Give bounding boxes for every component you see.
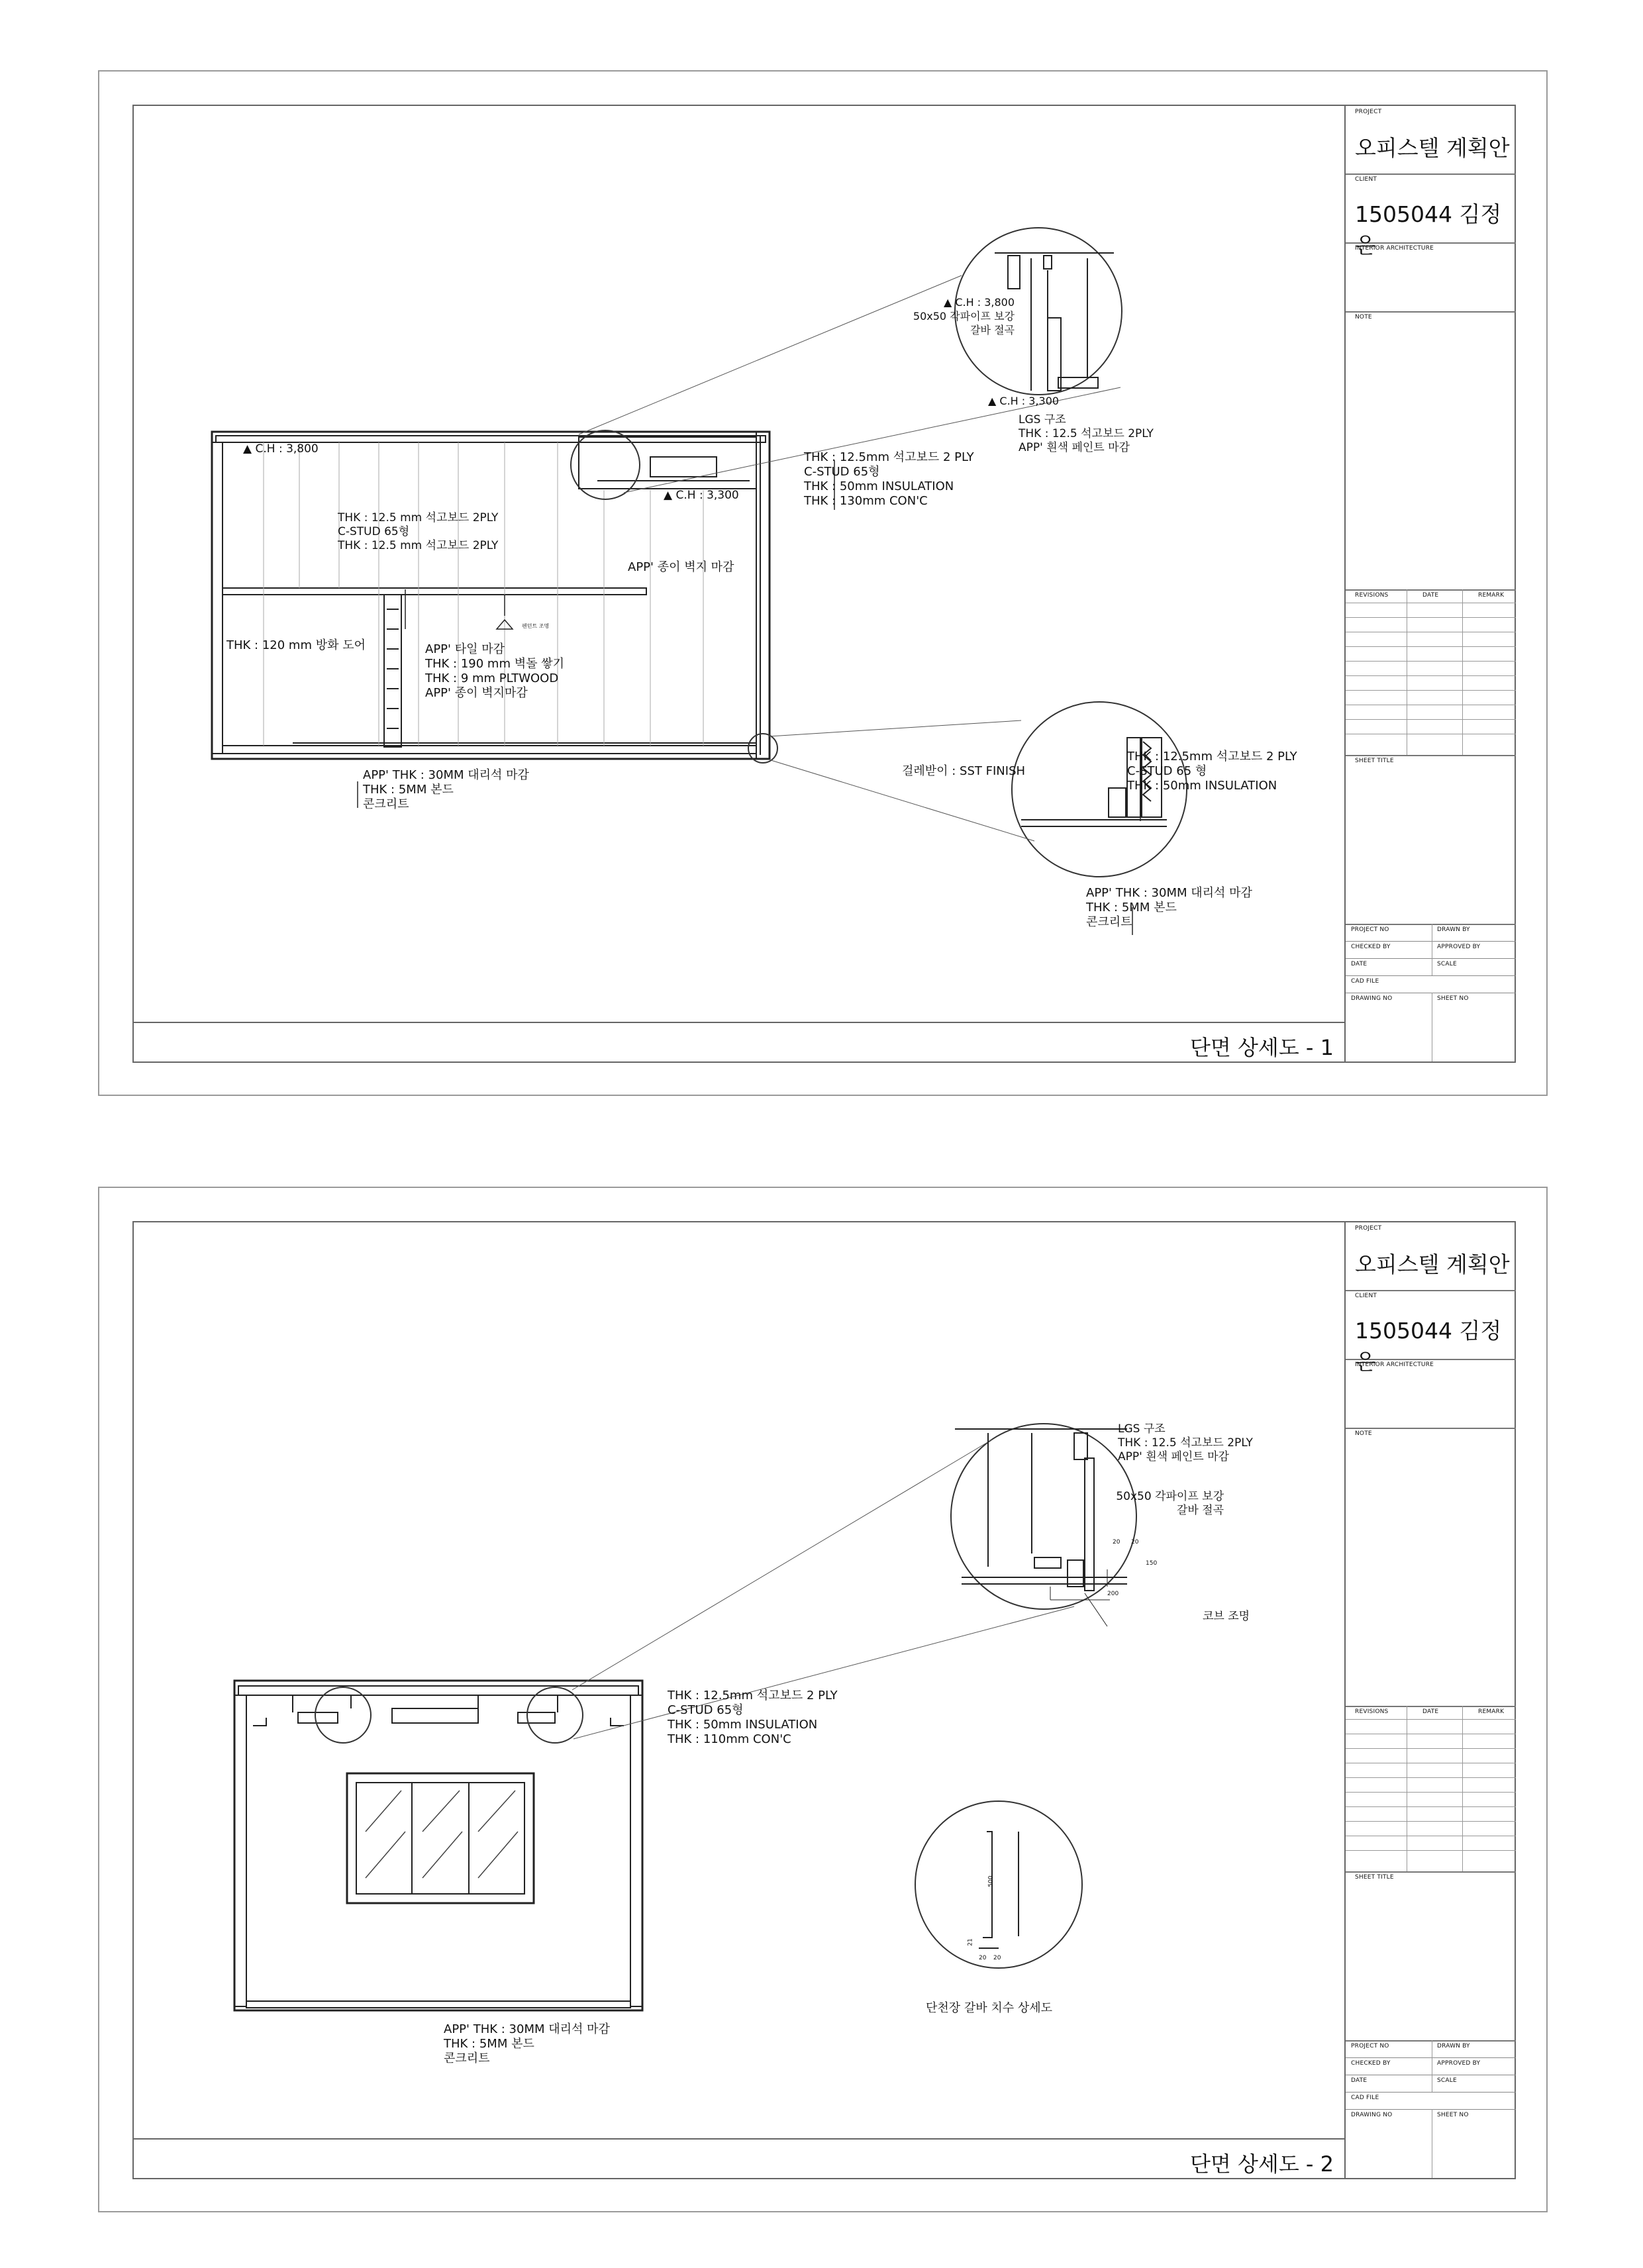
section-drawing-1 — [134, 106, 1344, 1022]
revisions-label: REVISIONS — [1355, 1708, 1389, 1715]
client-label: CLIENT — [1355, 1293, 1377, 1299]
drawing-sheet-1 — [98, 70, 1548, 1096]
note-label: NOTE — [1355, 1430, 1372, 1437]
tile-note: APP' 타일 마감 THK : 190 mm 벽돌 쌓기 THK : 9 mm PLTWOOD APP' 종이 벽지마감 — [425, 642, 564, 700]
dim-21: 21 — [967, 1938, 974, 1946]
sheet-no-label: SHEET NO — [1437, 995, 1469, 1002]
note-label: NOTE — [1355, 314, 1372, 320]
interior-label: INTERIOR ARCHITECTURE — [1355, 245, 1434, 252]
approved-by-label: APPROVED BY — [1437, 944, 1481, 950]
detail-bot-floor-note: APP' THK : 30MM 대리석 마감 THK : 5MM 본드 콘크리트 — [1086, 886, 1252, 929]
floor-note: APP' THK : 30MM 대리석 마감 THK : 5MM 본드 콘크리트 — [363, 768, 529, 811]
interior-label: INTERIOR ARCHITECTURE — [1355, 1361, 1434, 1368]
cad-file-label: CAD FILE — [1351, 2095, 1379, 2101]
scale-label: SCALE — [1437, 2077, 1457, 2084]
dim-20b: 20 — [1131, 1539, 1139, 1546]
pendant-note: 펜던트 조명 — [522, 623, 550, 629]
sheet-title-band-1 — [134, 1022, 1344, 1063]
drawing-frame-1 — [132, 105, 1516, 1063]
drawn-by-label: DRAWN BY — [1437, 926, 1470, 933]
dim-20a: 20 — [1113, 1539, 1120, 1546]
date-label: DATE — [1422, 592, 1439, 599]
drawing-no-label: DRAWING NO — [1351, 2112, 1393, 2118]
sheet-title-label: SHEET TITLE — [1355, 1874, 1394, 1881]
title-block-1 — [1344, 106, 1516, 1061]
detail-bot-skirting-note: 걸레받이 : SST FINISH — [902, 764, 1026, 778]
date2-label: DATE — [1351, 2077, 1368, 2084]
project-no-label: PROJECT NO — [1351, 926, 1389, 933]
ch-label-3300: ▲ C.H : 3,300 — [664, 489, 739, 502]
project-name: 오피스텔 계획안 — [1355, 1252, 1510, 1277]
scale-label: SCALE — [1437, 961, 1457, 967]
project-no-label: PROJECT NO — [1351, 2043, 1389, 2049]
sheet-title: 단면 상세도 - 1 — [1190, 1035, 1334, 1060]
dim-200: 200 — [1107, 1591, 1119, 1597]
title-block-2 — [1344, 1222, 1516, 2178]
drawing-no-label: DRAWING NO — [1351, 995, 1393, 1002]
checked-by-label: CHECKED BY — [1351, 944, 1391, 950]
wallpaper-note: APP' 종이 벽지 마감 — [628, 560, 734, 574]
drawing-sheet-2 — [98, 1187, 1548, 2212]
detail-top-pipe-note: ▲ C.H : 3,800 50x50 각파이프 보강 갈바 절곡 — [913, 296, 1015, 336]
remark-label: REMARK — [1478, 1708, 1505, 1715]
sheet-title-label: SHEET TITLE — [1355, 758, 1394, 764]
revisions-label: REVISIONS — [1355, 592, 1389, 599]
date-label: DATE — [1422, 1708, 1439, 1715]
project-label: PROJECT — [1355, 1225, 1382, 1232]
right-wall-note: THK : 12.5mm 석고보드 2 PLY C-STUD 65형 THK : 50mm INSULATION THK : 110mm CON'C — [668, 1689, 838, 1746]
remark-label: REMARK — [1478, 592, 1505, 599]
sheet-no-label: SHEET NO — [1437, 2112, 1469, 2118]
door-note: THK : 120 mm 방화 도어 — [226, 638, 366, 652]
dim-20c: 20 — [979, 1955, 987, 1961]
date2-label: DATE — [1351, 961, 1368, 967]
section-drawing-2 — [134, 1222, 1344, 2138]
sheet-title: 단면 상세도 - 2 — [1190, 2151, 1334, 2177]
right-wall-note: THK : 12.5mm 석고보드 2 PLY C-STUD 65형 THK : 50mm INSULATION THK : 130mm CON'C — [804, 450, 974, 508]
dim-500: 500 — [987, 1875, 995, 1887]
detail-pipe-note: 50x50 각파이프 보강 갈바 절곡 — [1116, 1490, 1224, 1517]
galva-caption: 단천장 갈바 치수 상세도 — [926, 2001, 1053, 2015]
project-name: 오피스텔 계획안 — [1355, 135, 1510, 161]
approved-by-label: APPROVED BY — [1437, 2060, 1481, 2067]
project-label: PROJECT — [1355, 109, 1382, 115]
cad-file-label: CAD FILE — [1351, 978, 1379, 985]
ch-label-3800: ▲ C.H : 3,800 — [243, 442, 319, 456]
cove-note: 코브 조명 — [1203, 1610, 1250, 1623]
detail-top-ch-3300: ▲ C.H : 3,300 — [988, 395, 1060, 407]
dim-150: 150 — [1146, 1560, 1158, 1567]
client-name: 1505044 김정은 — [1355, 201, 1502, 258]
floor-note: APP' THK : 30MM 대리석 마감 THK : 5MM 본드 콘크리트 — [444, 2022, 610, 2065]
sheet-title-band-2 — [134, 2138, 1344, 2179]
drawing-frame-2 — [132, 1221, 1516, 2179]
detail-bot-wall-note: THK : 12.5mm 석고보드 2 PLY C-STUD 65 형 THK : 50mm INSULATION — [1127, 750, 1297, 793]
detail-top-lgs-note: LGS 구조 THK : 12.5 석고보드 2PLY APP' 흰색 페인트 마감 — [1019, 413, 1154, 454]
client-name: 1505044 김정은 — [1355, 1318, 1502, 1375]
wall-layer-note: THK : 12.5 mm 석고보드 2PLY C-STUD 65형 THK : 12.5 mm 석고보드 2PLY — [338, 511, 499, 552]
detail-lgs-note: LGS 구조 THK : 12.5 석고보드 2PLY APP' 흰색 페인트 마감 — [1118, 1422, 1253, 1463]
drawn-by-label: DRAWN BY — [1437, 2043, 1470, 2049]
checked-by-label: CHECKED BY — [1351, 2060, 1391, 2067]
client-label: CLIENT — [1355, 176, 1377, 183]
dim-20d: 20 — [993, 1955, 1001, 1961]
